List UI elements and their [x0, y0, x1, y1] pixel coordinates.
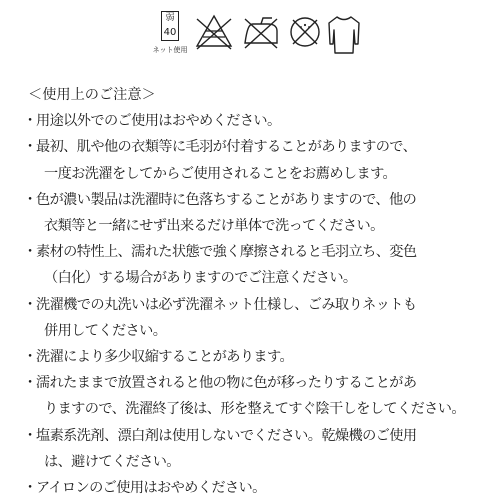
note-line: 衣類等と一緒にせず出来るだけ単体で洗ってください。: [44, 218, 384, 235]
wash-temperature-label: 40: [163, 27, 177, 38]
note-line: アイロンのご使用はおやめください。: [36, 480, 266, 497]
note-line: りますので、洗濯終了後は、形を整えてすぐ陰干しをしてください。: [44, 401, 465, 418]
note-bullet: ・: [23, 480, 38, 497]
wash-net-caption: ネット使用: [152, 46, 188, 54]
note-bullet: ・: [23, 113, 38, 130]
note-line: は、避けてください。: [44, 453, 180, 470]
wash-temperature-box: [161, 11, 179, 41]
note-item: [20, 239, 490, 291]
note-line: 併用してください。: [44, 322, 167, 339]
note-item: [20, 344, 490, 370]
dry-flat-icon: [322, 10, 366, 62]
note-bullet: ・: [23, 191, 38, 208]
note-bullet: ・: [23, 296, 38, 313]
note-line: 塩素系洗剤、漂白剤は使用しないでください。乾燥機のご使用: [36, 427, 417, 444]
notes-heading: ＜使用上のご注意＞: [28, 87, 156, 103]
note-line: 用途以外でのご使用はおやめください。: [36, 113, 281, 130]
note-item: [20, 108, 490, 134]
note-item: [20, 475, 490, 501]
care-symbols-row: [0, 10, 500, 66]
no-iron-icon: [239, 10, 283, 62]
note-bullet: ・: [23, 375, 38, 392]
note-line: 一度お洗濯をしてからご使用されることをお薦めします。: [44, 165, 397, 182]
note-item: [20, 423, 490, 475]
note-item: [20, 370, 490, 422]
note-item: [20, 292, 490, 344]
note-bullet: ・: [23, 244, 38, 261]
wash-weak-label: 弱: [165, 13, 175, 23]
notes-list: [20, 108, 490, 501]
note-line: 洗濯により多少収縮することがあります。: [36, 349, 294, 366]
note-bullet: ・: [23, 427, 38, 444]
note-line: 色が濃い製品は洗濯時に色落ちすることがありますので、他の: [36, 191, 417, 208]
note-line: （白化）する場合がありますのでご注意ください。: [44, 270, 357, 287]
note-line: 濡れたままで放置されると他の物に色が移ったりすることがあ: [36, 375, 417, 392]
note-line: 洗濯機での丸洗いは必ず洗濯ネット仕様し、ごみ取りネットも: [36, 296, 417, 313]
note-item: [20, 134, 490, 186]
note-item: [20, 187, 490, 239]
note-line: 最初、肌や他の衣類等に毛羽が付着することがありますので、: [36, 139, 417, 156]
hand-wash-tub-icon: [149, 10, 191, 62]
note-bullet: ・: [23, 139, 38, 156]
note-bullet: ・: [23, 349, 38, 366]
note-line: 素材の特性上、濡れた状態で強く摩擦されると毛羽立ち、変色: [36, 244, 417, 261]
no-bleach-icon: [192, 10, 236, 62]
usage-notes: [20, 82, 490, 501]
